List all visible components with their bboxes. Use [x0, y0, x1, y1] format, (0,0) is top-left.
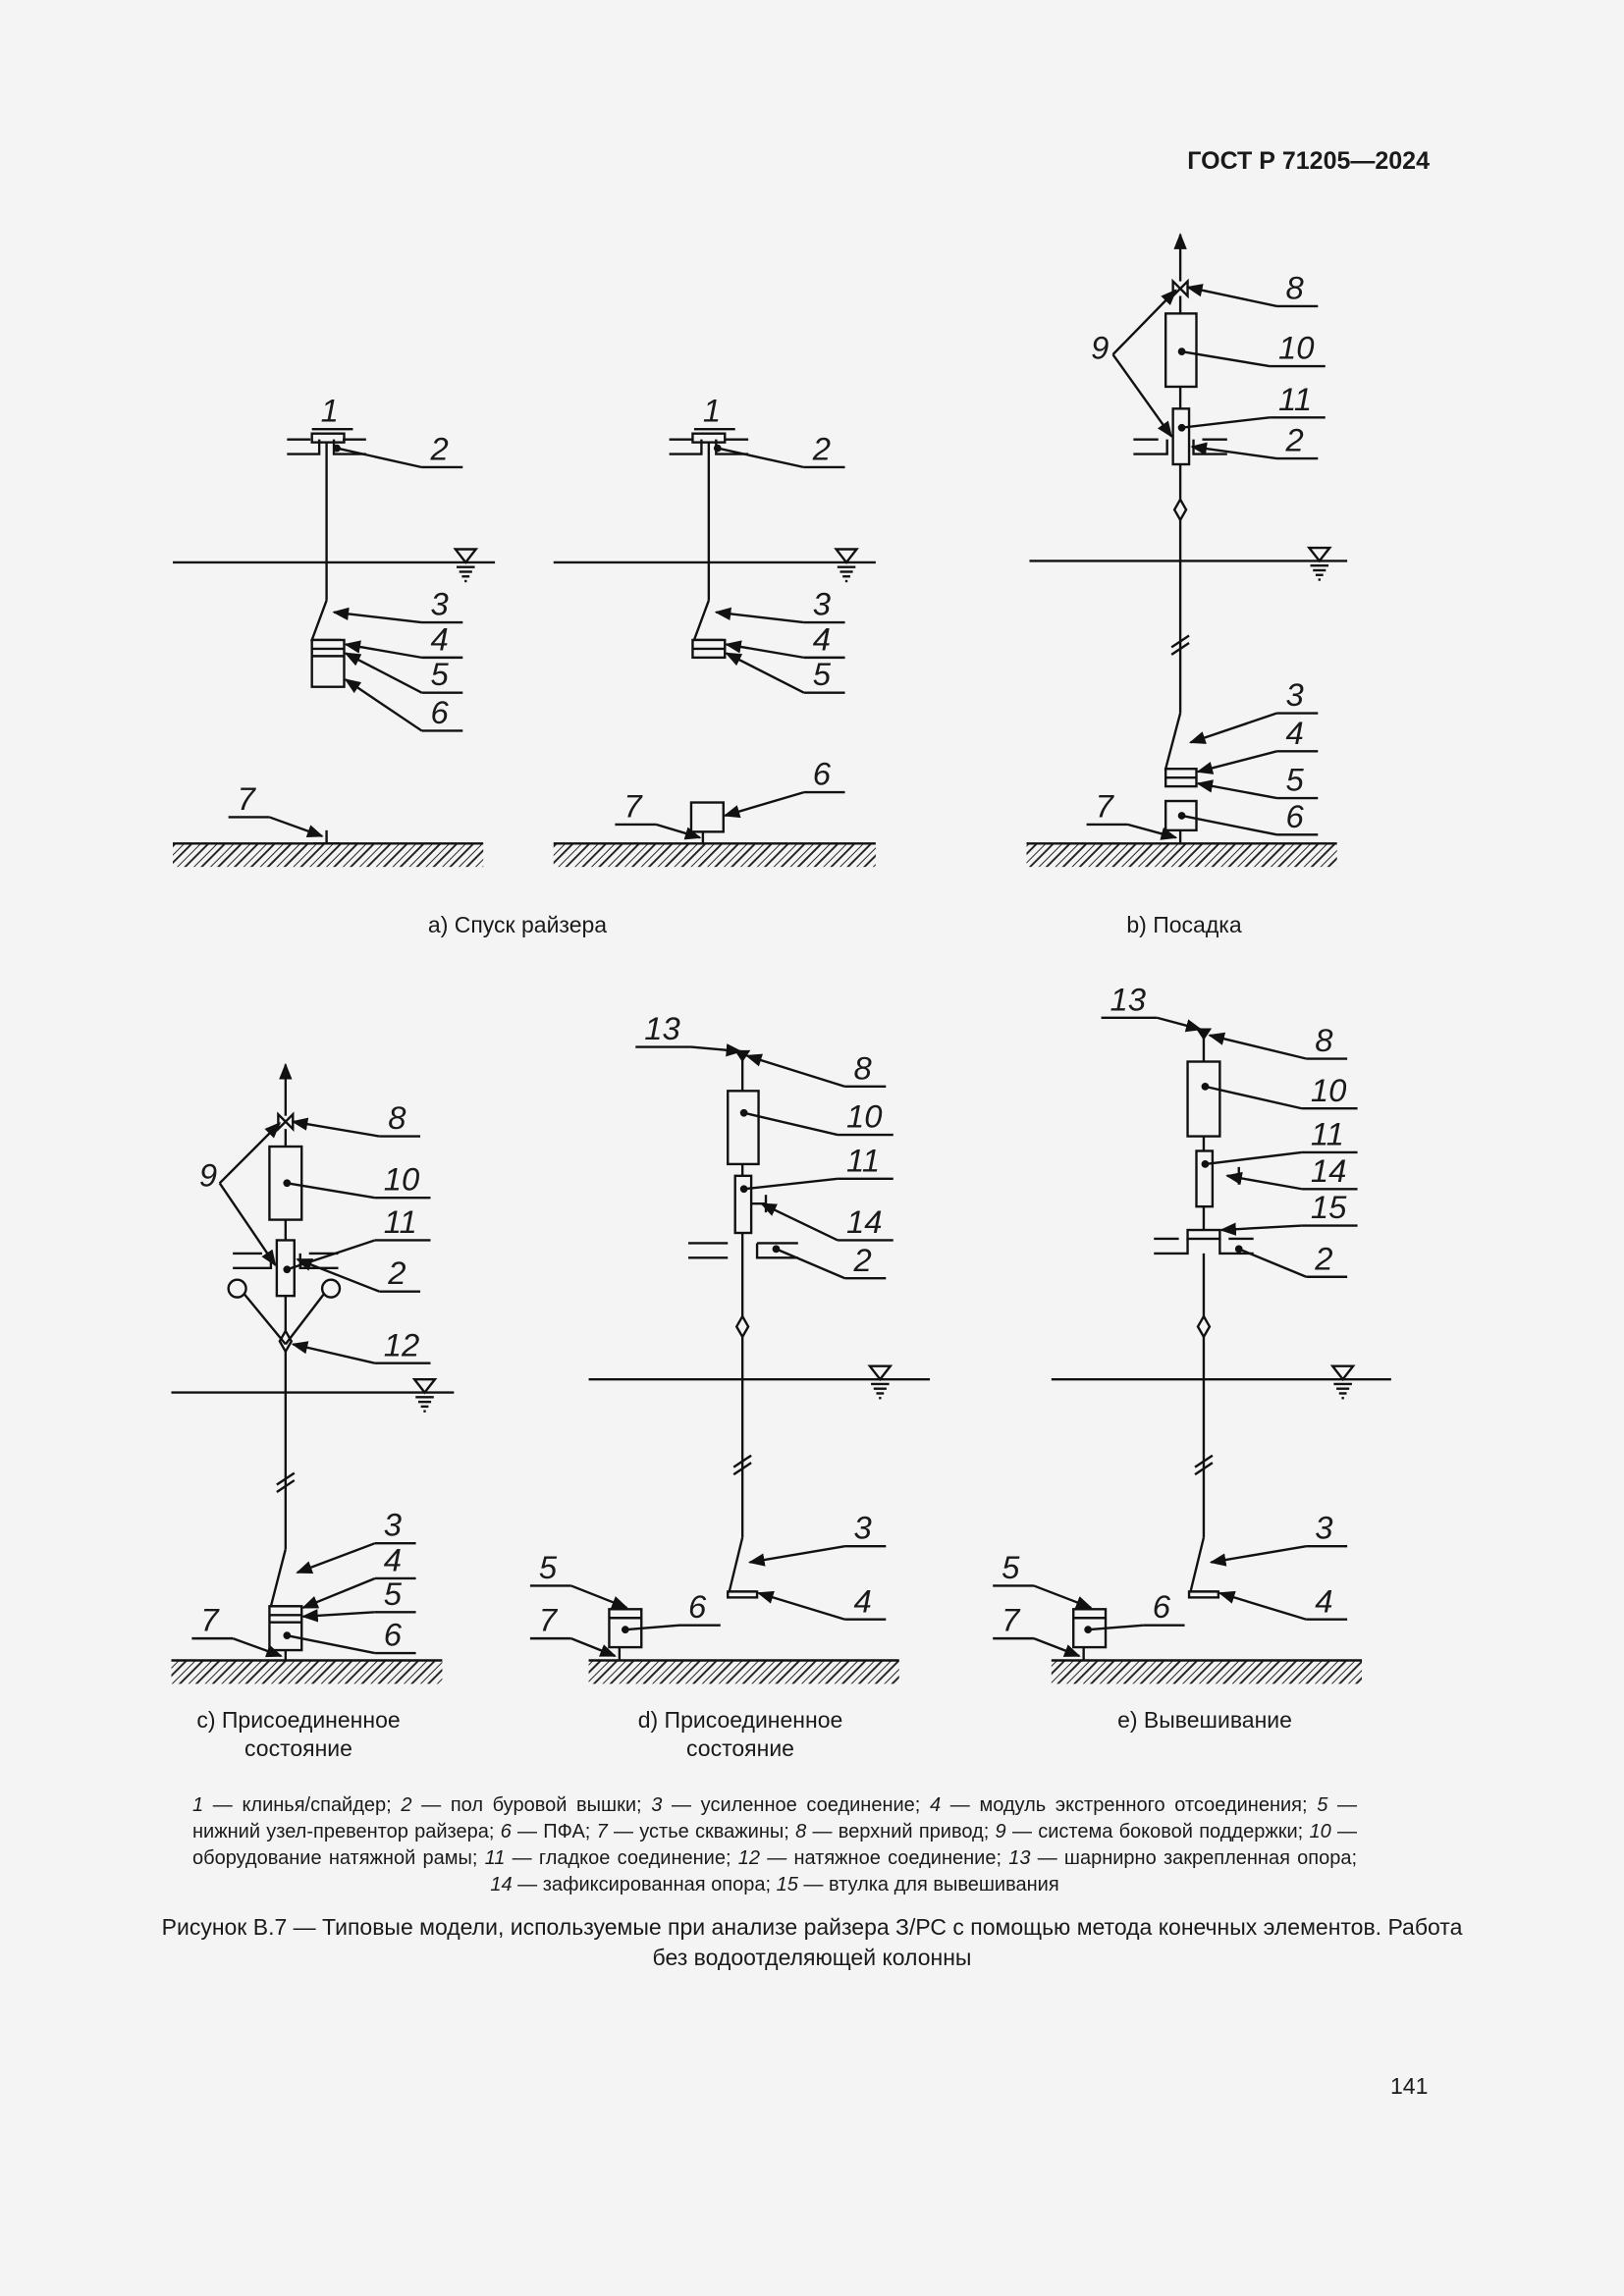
- callout-leader: [346, 644, 422, 657]
- stress-joint-cone: [694, 601, 724, 640]
- seabed-hatch: [589, 1661, 899, 1684]
- pfa: [691, 803, 724, 832]
- caption-c: [196, 1706, 400, 1763]
- top-drive-icon: [278, 1114, 293, 1129]
- callout-leader: [762, 1203, 839, 1240]
- callout-number: 3: [383, 1506, 403, 1543]
- callout-dot: [334, 446, 339, 451]
- drill-floor: [1133, 440, 1166, 454]
- callout-number: 7: [1095, 787, 1113, 825]
- callout-number: 5: [538, 1548, 558, 1585]
- callout-dot: [623, 1627, 627, 1631]
- stress-joint-cone: [271, 1549, 300, 1606]
- legend-text: — клинья/спайдер;: [203, 1794, 402, 1816]
- callout-leader: [1112, 354, 1171, 437]
- callout-number: 11: [1278, 380, 1313, 417]
- callout-number: 3: [853, 1509, 872, 1546]
- caption-e: e) Вывешивание: [1117, 1707, 1292, 1733]
- callout-number: 6: [430, 693, 449, 730]
- callout-number: 13: [644, 1010, 680, 1047]
- legend-number: 9: [995, 1821, 1006, 1842]
- legend-text: — натяжное соединение;: [760, 1847, 1009, 1869]
- callout-number: 2: [1285, 421, 1304, 458]
- callout-number: 2: [1315, 1240, 1333, 1277]
- legend-text: — система боковой поддержки;: [1005, 1821, 1310, 1842]
- flex-joint-diamond: [1198, 1316, 1210, 1337]
- callout-leader: [303, 1578, 375, 1608]
- callout-number: 5: [383, 1575, 403, 1612]
- bop-pfa: [269, 1606, 301, 1650]
- emergency-disconnect: [1189, 1591, 1218, 1597]
- callout-leader: [1198, 751, 1277, 772]
- callout-leader: [1221, 1226, 1302, 1230]
- callout-leader: [1182, 417, 1270, 427]
- caption-d-line1: d) Присоединенное: [637, 1707, 843, 1733]
- callout-number: 8: [853, 1049, 872, 1087]
- callout-dot: [715, 446, 720, 451]
- callout-dot: [1179, 348, 1184, 353]
- callout-dot: [1179, 425, 1184, 430]
- callout-number: 8: [388, 1099, 406, 1137]
- legend-text: — усиленное соединение;: [662, 1794, 931, 1816]
- callout-number: 4: [1285, 714, 1304, 751]
- seabed-hatch: [1026, 843, 1336, 867]
- stress-joint-cone: [1191, 1537, 1218, 1591]
- callout-leader: [571, 1585, 627, 1607]
- stress-joint-cone: [312, 601, 342, 640]
- callout-leader: [750, 1546, 845, 1562]
- tensioner-line: [286, 1295, 324, 1345]
- callout-number: 4: [812, 620, 831, 658]
- slips: [692, 434, 725, 443]
- caption-b: b) Посадка: [1126, 912, 1242, 937]
- callout-number: 3: [430, 585, 449, 622]
- legend-text: — устье скважины;: [607, 1821, 796, 1842]
- caption-d-line2: состояние: [686, 1735, 794, 1761]
- legend-number: 1: [192, 1794, 204, 1816]
- callout-number: 2: [853, 1241, 872, 1278]
- hang-off-sleeve: [1188, 1230, 1220, 1239]
- callout-number: 9: [198, 1156, 218, 1194]
- callout-number: 10: [1278, 329, 1315, 366]
- water-level-icon: [1309, 548, 1329, 561]
- callout-leader: [337, 449, 422, 467]
- callout-number: 14: [846, 1203, 883, 1241]
- callout-leader: [727, 653, 804, 692]
- callout-number: 1: [320, 392, 339, 429]
- callout-number: 11: [383, 1203, 417, 1241]
- legend-text: — верхний привод;: [806, 1821, 996, 1842]
- callout-leader: [725, 792, 804, 816]
- callout-leader: [269, 817, 322, 835]
- legend-number: 8: [795, 1821, 807, 1842]
- stress-joint-cone: [1165, 714, 1195, 770]
- flex-joint-diamond: [736, 1316, 748, 1337]
- legend-number: 10: [1309, 1821, 1331, 1842]
- callout-number: 12: [383, 1326, 420, 1363]
- legend-text: — гладкое соединение;: [505, 1847, 738, 1869]
- callout-number: 5: [812, 656, 831, 693]
- drill-floor: [233, 1254, 271, 1268]
- water-level-icon: [414, 1379, 435, 1392]
- callout-number: 5: [1285, 761, 1304, 798]
- callout-leader: [716, 613, 803, 622]
- legend-number: 14: [490, 1874, 513, 1896]
- tensioner-sheave: [322, 1280, 340, 1298]
- pinned-support-icon: [1198, 1030, 1210, 1039]
- slick-joint: [1197, 1150, 1213, 1206]
- tensioner-sheave: [229, 1280, 246, 1298]
- callout-number: 15: [1310, 1189, 1347, 1226]
- callout-number: 6: [383, 1616, 403, 1653]
- callout-number: 5: [1001, 1548, 1020, 1585]
- slips: [312, 434, 345, 443]
- legend-number: 3: [651, 1794, 663, 1816]
- callout-number: 6: [1152, 1588, 1171, 1626]
- legend-number: 6: [500, 1821, 512, 1842]
- legend-text: — шарнирно закрепленная опора;: [1030, 1847, 1358, 1869]
- tension-frame: [728, 1091, 758, 1164]
- callout-dot: [285, 1632, 290, 1637]
- tensioner-line: [244, 1295, 286, 1345]
- callout-leader: [293, 1344, 375, 1362]
- callout-number: 4: [430, 620, 449, 658]
- legend-text: — оборудование натяжной рамы;: [192, 1821, 1357, 1869]
- callout-leader: [1034, 1585, 1091, 1607]
- tension-frame: [1188, 1062, 1220, 1137]
- callout-leader: [303, 1612, 375, 1616]
- legend-number: 5: [1317, 1794, 1328, 1816]
- seabed-hatch: [171, 1661, 442, 1684]
- legend-text: — нижний узел-превентор райзера;: [192, 1794, 1358, 1842]
- callout-number: 4: [853, 1582, 872, 1620]
- callout-number: 2: [388, 1255, 406, 1292]
- legend-number: 2: [401, 1794, 412, 1816]
- legend-number: 12: [737, 1847, 761, 1869]
- legend-text: — втулка для вывешивания: [797, 1874, 1059, 1896]
- callout-dot: [1203, 1084, 1208, 1089]
- callout-leader: [759, 1593, 845, 1620]
- callout-number: 7: [200, 1601, 219, 1638]
- callout-number: 2: [812, 430, 831, 467]
- caption-c-line2: состояние: [244, 1735, 352, 1761]
- callout-number: 3: [812, 585, 831, 622]
- callout-number: 9: [1091, 329, 1110, 366]
- callout-leader: [298, 1259, 380, 1292]
- legend-text: — ПФА;: [511, 1821, 597, 1842]
- callout-leader: [776, 1249, 844, 1278]
- callout-leader: [727, 644, 804, 657]
- pinned-support-icon: [736, 1051, 748, 1060]
- stress-joint-cone: [730, 1537, 756, 1591]
- callout-leader: [1157, 1018, 1201, 1030]
- callout-dot: [741, 1187, 746, 1192]
- water-level-icon: [837, 550, 857, 562]
- legend-text: — зафиксированная опора;: [512, 1874, 777, 1896]
- callout-leader: [1205, 1152, 1301, 1164]
- callout-leader: [1198, 783, 1277, 798]
- callout-leader: [1211, 1546, 1306, 1562]
- water-level-icon: [870, 1366, 891, 1379]
- callout-number: 2: [430, 430, 449, 467]
- legend-text: — модуль экстренного отсоединения;: [941, 1794, 1318, 1816]
- legend-number: 4: [930, 1794, 942, 1816]
- callout-number: 4: [1315, 1582, 1333, 1620]
- callout-number: 4: [383, 1541, 403, 1578]
- seabed-hatch: [554, 843, 876, 867]
- standard-header: ГОСТ Р 71205—2024: [1187, 147, 1430, 175]
- callout-number: 3: [1285, 676, 1304, 714]
- legend-number: 7: [596, 1821, 608, 1842]
- slick-joint: [1173, 408, 1189, 464]
- drill-floor: [1154, 1239, 1187, 1254]
- legend-number: 11: [484, 1847, 506, 1869]
- callout-number: 6: [1285, 797, 1304, 834]
- callout-number: 6: [687, 1588, 707, 1626]
- callout-number: 7: [538, 1601, 558, 1638]
- callout-dot: [285, 1181, 290, 1186]
- callout-number: 7: [237, 779, 255, 817]
- callout-number: 7: [623, 787, 642, 825]
- callout-leader: [747, 1056, 845, 1087]
- callout-dot: [774, 1247, 779, 1252]
- callout-number: 8: [1285, 269, 1304, 306]
- callout-dot: [285, 1267, 290, 1272]
- callout-number: 11: [846, 1142, 881, 1179]
- legend-number: 15: [776, 1874, 798, 1896]
- callout-leader: [298, 1543, 375, 1573]
- callout-number: 10: [383, 1160, 420, 1198]
- callout-leader: [1188, 288, 1277, 306]
- callout-leader: [1239, 1249, 1307, 1276]
- caption-c-line1: c) Присоединенное: [196, 1707, 401, 1733]
- legend-text: — пол буровой вышки;: [411, 1794, 652, 1816]
- callout-leader: [744, 1179, 838, 1189]
- callout-number: 5: [430, 656, 449, 693]
- pfa: [312, 640, 345, 687]
- callout-leader: [293, 1122, 379, 1137]
- callout-leader: [1192, 447, 1277, 458]
- top-drive-icon: [1173, 282, 1188, 296]
- callout-dot: [741, 1110, 746, 1115]
- seabed-hatch: [1052, 1661, 1362, 1684]
- water-level-icon: [456, 550, 476, 562]
- callout-leader: [1219, 1593, 1306, 1620]
- callout-number: 11: [1310, 1115, 1344, 1152]
- drill-floor: [300, 1254, 339, 1268]
- callout-leader: [691, 1047, 741, 1051]
- callout-dot: [1203, 1161, 1208, 1166]
- page-number: 141: [1390, 2073, 1429, 2099]
- flex-joint-diamond: [1174, 500, 1186, 520]
- callout-number: 10: [1310, 1071, 1347, 1108]
- slick-joint: [735, 1176, 751, 1233]
- callout-leader: [1210, 1036, 1306, 1059]
- figure-legend: [192, 1792, 1357, 1898]
- flex-joint-diamond: [280, 1331, 292, 1352]
- callout-number: 13: [1110, 981, 1146, 1018]
- emergency-disconnect: [728, 1591, 757, 1597]
- caption-d: [638, 1706, 843, 1763]
- figure-title: Рисунок В.7 — Типовые модели, используемые при анализе райзера З/РС с помощью метода конечных элементов. Работа без водоотделяющей колонны: [161, 1914, 1463, 1970]
- callout-number: 7: [1001, 1601, 1020, 1638]
- water-level-icon: [1332, 1366, 1353, 1379]
- callout-number: 6: [812, 755, 831, 792]
- caption-a: a) Спуск райзера: [427, 912, 608, 937]
- callout-number: 1: [702, 392, 722, 429]
- callout-number: 3: [1315, 1509, 1333, 1546]
- seabed-hatch: [173, 843, 483, 867]
- callout-leader: [1191, 714, 1277, 743]
- callout-number: 14: [1310, 1151, 1347, 1189]
- callout-leader: [334, 613, 421, 622]
- callout-number: 8: [1315, 1022, 1333, 1059]
- callout-dot: [1179, 813, 1184, 818]
- callout-dot: [1236, 1247, 1241, 1252]
- legend-number: 13: [1008, 1847, 1031, 1869]
- callout-dot: [1085, 1627, 1090, 1631]
- callout-number: 10: [846, 1097, 883, 1135]
- callout-leader: [718, 449, 804, 467]
